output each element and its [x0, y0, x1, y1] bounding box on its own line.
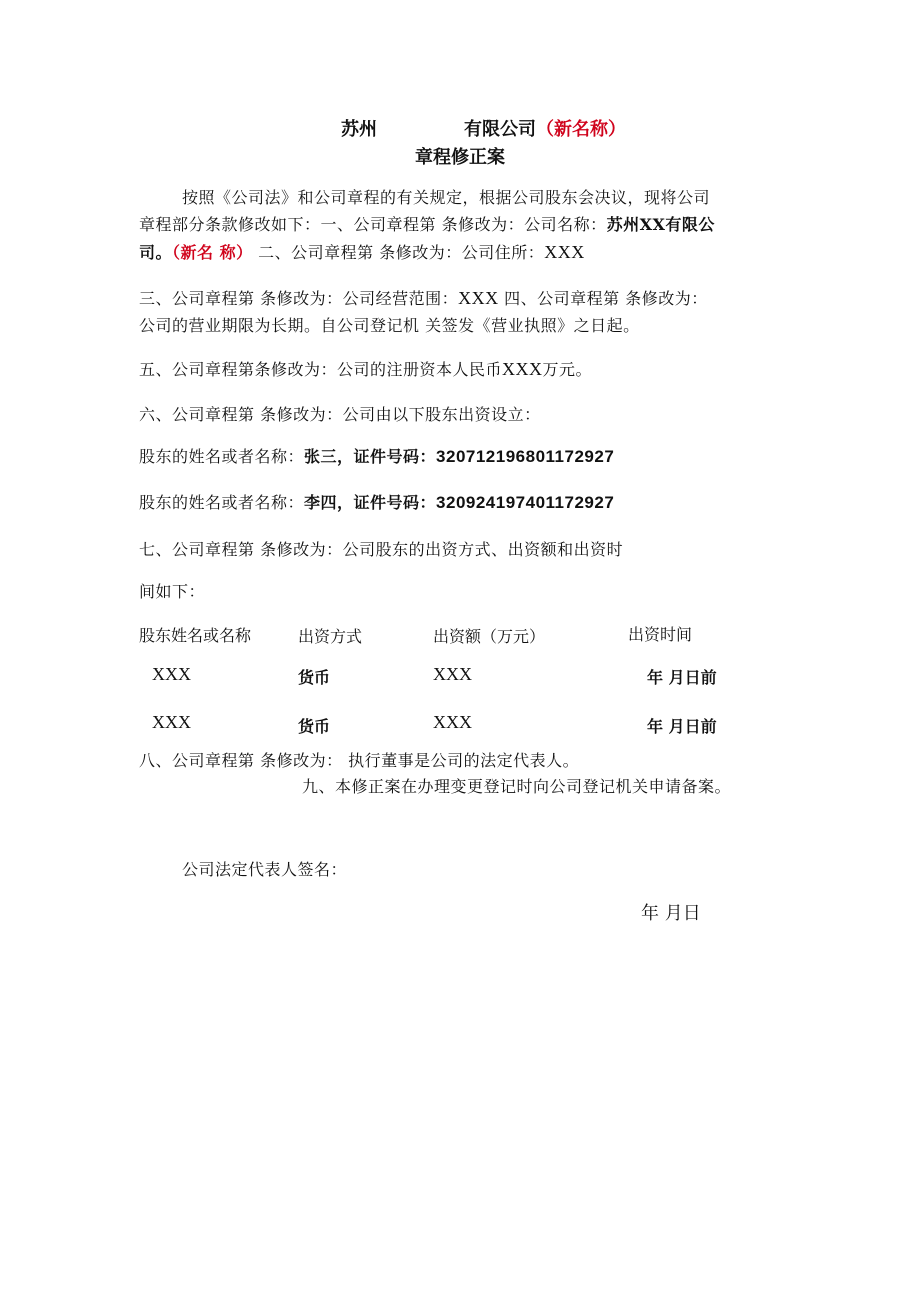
shareholder-name: 张三，证件号码： [304, 447, 437, 466]
clause5-text: 五、公司章程第条修改为：公司的注册资本人民币 [139, 360, 503, 379]
doc-title-company [464, 115, 626, 141]
shareholder-label: 股东的姓名或者名称： [139, 493, 305, 512]
intro-line2-text: 章程部分条款修改如下：一、公司章程第 条修改为：公司名称： [139, 215, 607, 234]
clause3-text: 三、公司章程第 条修改为：公司经营范围： [139, 289, 459, 308]
intro-new-name: （新名 称） [172, 243, 253, 262]
table-row-2-amount: XXX [433, 712, 472, 732]
clause6: 六、公司章程第 条修改为：公司由以下股东出资设立： [139, 405, 541, 424]
clause3-line1 [139, 286, 708, 309]
intro-line1: 按照《公司法》和公司章程的有关规定，根据公司股东会决议，现将公司 [182, 188, 711, 207]
table-row-1-method: 货币 [298, 668, 331, 687]
table-row-2-time: 年 月日前 [647, 717, 717, 736]
doc-title-line2: 章程修正案 [415, 147, 505, 168]
shareholder-1 [139, 444, 614, 467]
clause5-unit: 万元。 [542, 360, 593, 379]
table-row-1-time: 年 月日前 [647, 668, 717, 687]
doc-title-line1 [341, 115, 377, 141]
intro-line3 [139, 240, 585, 263]
table-header-method: 出资方式 [298, 627, 363, 646]
intro-address: XXX [544, 242, 585, 262]
title-new-name: （新名称） [536, 119, 626, 140]
clause4-text: 四、公司章程第 条修改为： [498, 289, 708, 308]
table-row-2-method: 货币 [298, 717, 331, 736]
shareholder-label: 股东的姓名或者名称： [139, 447, 305, 466]
title-prefix: 苏州 [341, 119, 377, 140]
intro-line2 [139, 212, 715, 235]
table-row-1-holder: XXX [152, 664, 191, 684]
shareholder-id: 320712196801172927 [436, 447, 615, 466]
signature-label: 公司法定代表人签名： [182, 860, 348, 879]
clause5-amount: XXX [502, 359, 543, 379]
clause3-line2: 公司的营业期限为长期。自公司登记机 关签发《营业执照》之日起。 [139, 316, 640, 335]
clause7-line1: 七、公司章程第 条修改为：公司股东的出资方式、出资额和出资时 [139, 540, 624, 559]
intro-line3-text: 二、公司章程第 条修改为：公司住所： [252, 243, 545, 262]
table-header-time: 出资时间 [628, 625, 693, 644]
clause5 [139, 357, 592, 380]
shareholder-id: 320924197401172927 [436, 493, 615, 512]
clause3-scope: XXX [458, 288, 499, 308]
intro-line3-start: 司。 [139, 243, 173, 262]
title-company: 有限公司 [464, 119, 536, 140]
clause8: 八、公司章程第 条修改为： 执行董事是公司的法定代表人。 [139, 751, 580, 770]
table-header-holder: 股东姓名或名称 [139, 626, 252, 645]
clause7-line2: 间如下： [139, 582, 206, 601]
shareholder-name: 李四，证件号码： [304, 493, 437, 512]
table-row-1-amount: XXX [433, 664, 472, 684]
table-header-amount: 出资额（万元） [433, 627, 546, 646]
shareholder-2 [139, 490, 614, 513]
table-row-2-holder: XXX [152, 712, 191, 732]
signature-date: 年 月日 [641, 903, 701, 924]
intro-company-name: 苏州XX有限公 [606, 215, 715, 234]
clause9: 九、本修正案在办理变更登记时向公司登记机关申请备案。 [302, 777, 732, 796]
